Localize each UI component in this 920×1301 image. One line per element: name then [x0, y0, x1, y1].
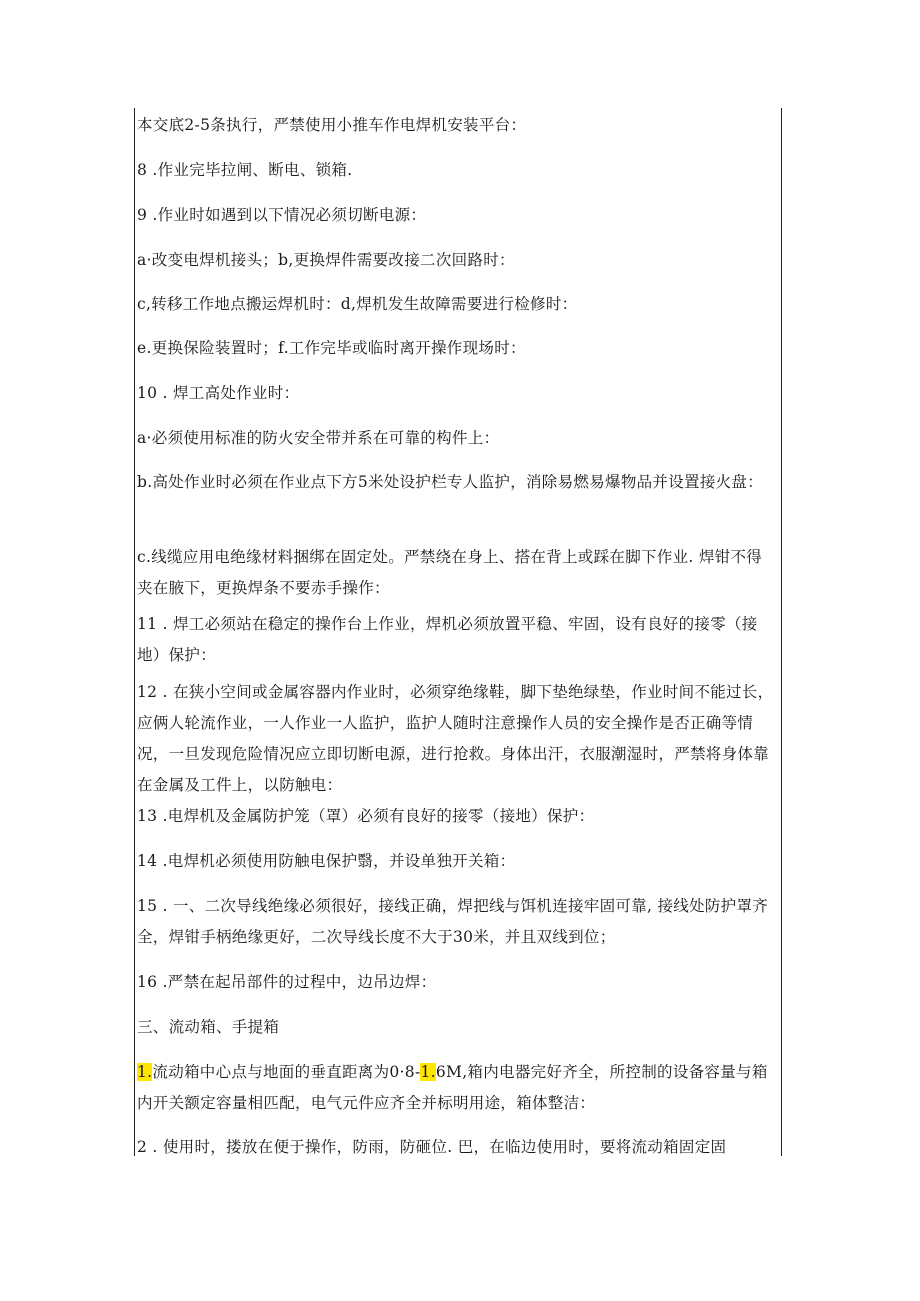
table-left-border — [134, 108, 135, 1156]
paragraph: 15 . 一、二次导线绝缘必须很好，接线正确，焊把线与饵机连接牢固可靠, 接线处防护罩齐全，焊钳手柄绝缘更好，二次导线长度不大于30米，并且双线到位； — [137, 897, 769, 946]
paragraph — [137, 1057, 777, 1119]
paragraph: e.更换保险装置时；f.工作完毕或临时离开操作现场时： — [137, 339, 526, 357]
paragraph: 9 .作业时如遇到以下情况必须切断电源： — [137, 206, 427, 224]
paragraph: a·改变电焊机接头；b,更换焊件需要改接二次回路时： — [137, 251, 515, 269]
highlight-mark: 1. — [137, 1063, 153, 1081]
text-run: 6M,箱内电器完好齐全，所控制的设备容量与箱内开关额定容量相匹配，电气元件应齐全并标明用途，箱体整洁： — [137, 1063, 768, 1112]
paragraph: b.高处作业时必须在作业点下方5米处设护栏专人监护，消除易燃易爆物品并设置接火盘： — [137, 473, 764, 491]
paragraph: a·必须使用标准的防火安全带并系在可靠的构件上： — [137, 429, 500, 447]
paragraph: c.线缆应用电绝缘材料捆绑在固定处。严禁绕在身上、搭在背上或踩在脚下作业. 焊钳不得夹在腋下，更换焊条不要赤手操作： — [137, 548, 763, 597]
section-heading: 三、流动箱、手提箱 — [137, 1018, 280, 1036]
paragraph: 16 .严禁在起吊部件的过程中，边吊边焊： — [137, 973, 437, 991]
highlight-mark: 1. — [420, 1063, 436, 1081]
paragraph: 11 . 焊工必须站在稳定的操作台上作业，焊机必须放置平稳、牢固，设有良好的接零（接地）保护： — [137, 615, 758, 664]
paragraph: 14 .电焊机必须使用防触电保护翳，并设单独开关箱： — [137, 852, 516, 870]
table-right-border — [781, 108, 782, 1156]
paragraph: 13 .电焊机及金属防护笼（罩）必须有良好的接零（接地）保护： — [137, 807, 595, 825]
paragraph: c,转移工作地点搬运焊机时：d,焊机发生故障需要进行检修时： — [137, 295, 578, 313]
paragraph: 2 . 使用时，搂放在便于操作，防雨，防砸位. 巴，在临边使用时，要将流动箱固定固 — [137, 1138, 727, 1156]
paragraph: 12 . 在狭小空间或金属容器内作业时，必须穿绝缘鞋，脚下垫绝绿垫，作业时间不能过长，应俩人轮流作业，一人作业一人监护，监护人随时注意操作人员的安全操作是否正确等情况，一旦发现危险情况应立即切断电源，进行抢救。身体出汗，衣服潮湿时，严禁将身体靠在金属及工件上，以防触电： — [137, 683, 774, 794]
text-run: 流动箱中心点与地面的垂直距离为0·8- — [152, 1063, 421, 1081]
paragraph: 10 . 焊工高处作业时： — [137, 384, 300, 402]
paragraph: 本交底2-5条执行，严禁使用小推车作电焊机安装平台： — [137, 116, 527, 134]
paragraph: 8 .作业完毕拉闸、断电、锁箱. — [137, 161, 353, 179]
